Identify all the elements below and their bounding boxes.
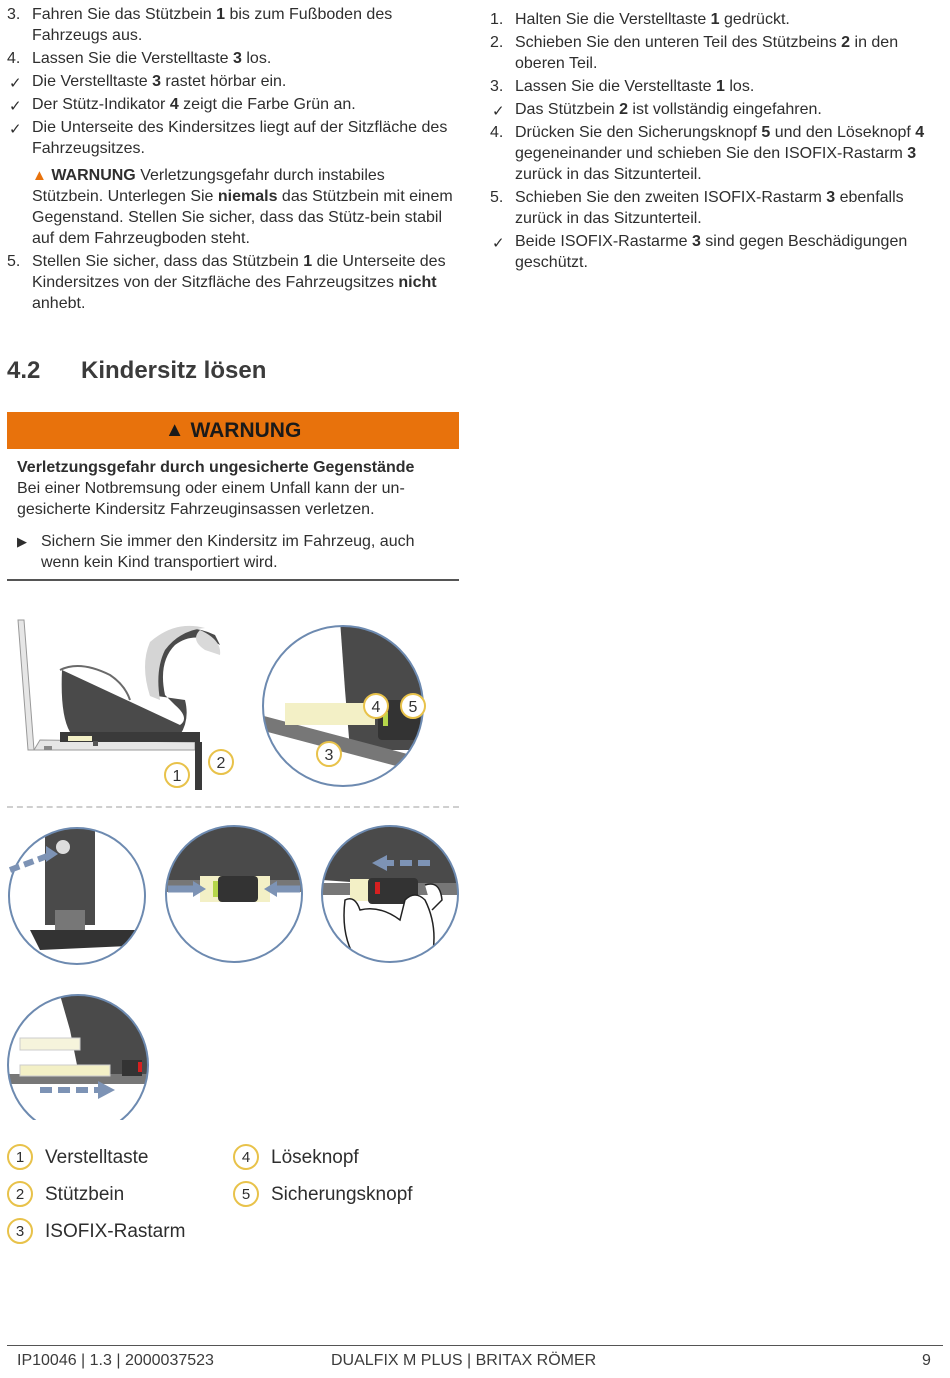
section-number: 4.2 [7, 357, 41, 384]
step-number: 4. [490, 124, 504, 141]
callout-4 [364, 694, 388, 718]
warning-action [17, 531, 449, 573]
step-4 [7, 48, 459, 69]
callout-1-label: 1 [172, 768, 182, 785]
step-text: Fahren Sie das Stützbein 1 bis zum Fußboden des Fahrzeugs aus. [32, 6, 393, 44]
step-text: Lassen Sie die Verstelltaste 3 los. [32, 50, 272, 67]
callout-5-label: 5 [408, 699, 418, 716]
result-text: Der Stütz-Indikator 4 zeigt die Farbe Grün an. [32, 96, 356, 113]
result-2 [7, 94, 459, 115]
step-4 [490, 122, 945, 185]
legend-item [7, 1218, 185, 1244]
legend-item [7, 1181, 124, 1207]
step-number: 5. [490, 189, 504, 206]
step-number: 1. [490, 11, 504, 28]
callout-1 [165, 763, 189, 787]
warning-header [7, 412, 459, 449]
step-5 [490, 187, 945, 229]
inline-warning [7, 165, 459, 249]
callout-2 [209, 750, 233, 774]
isofix-retracted-illustration [8, 995, 148, 1120]
step-text: Schieben Sie den unteren Teil des Stützbeins 2 in den oberen Teil. [515, 34, 899, 72]
step-number: 5. [7, 253, 21, 270]
callout-4-label: 4 [371, 699, 381, 716]
legend-item [233, 1144, 359, 1170]
result-text: Die Verstelltaste 3 rastet hörbar ein. [32, 73, 287, 90]
callout-3-label: 3 [324, 747, 334, 764]
page-number: 9 [922, 1352, 931, 1369]
step-number: 2. [490, 34, 504, 51]
legend-label: Löseknopf [271, 1146, 359, 1168]
section-title: Kindersitz lösen [81, 357, 267, 384]
footer-product: DUALFIX M PLUS | BRITAX RÖMER [331, 1352, 597, 1369]
checkmark-icon: ✓ [9, 98, 22, 115]
step-text: Halten Sie die Verstelltaste 1 gedrückt. [515, 11, 790, 28]
legend-item [233, 1181, 413, 1207]
step-1 [490, 9, 945, 30]
step-text: Schieben Sie den zweiten ISOFIX-Rastarm 3 ebenfalls zurück in das Sitzunterteil. [515, 189, 904, 227]
step-text: Stellen Sie sicher, dass das Stützbein 1 die Unterseite des Kindersitzes von der Sitzfläche des Fahrzeugsitzes nicht anhebt. [32, 253, 446, 312]
legend-number: 4 [233, 1144, 259, 1170]
play-arrow-icon: ▶ [17, 534, 27, 549]
warning-text: Bei einer Notbremsung oder einem Unfall kann der un-gesicherte Kindersitz Fahrzeuginsassen verletzen. [17, 480, 405, 518]
right-column [490, 4, 945, 275]
step-text: Drücken Sie den Sicherungsknopf 5 und den Löseknopf 4 gegeneinander und schieben Sie den ISOFIX-Rastarm 3 zurück in das Sitzunterteil. [515, 124, 925, 183]
illustrations [0, 600, 470, 1120]
warning-bottom-rule [7, 579, 459, 581]
step-5 [7, 251, 459, 314]
inline-warning-text: Verletzungsgefahr durch instabiles Stützbein. Unterlegen Sie niemals das Stützbein mit einem Gegenstand. Stellen Sie sicher, dass das Stütz-bein stabil auf dem Fahrzeugboden steht. [32, 167, 453, 247]
step-2 [490, 32, 945, 74]
legend-label: Verstelltaste [45, 1146, 149, 1168]
warning-body [7, 449, 459, 573]
callout-2-label: 2 [216, 755, 226, 772]
step-text: Lassen Sie die Verstelltaste 1 los. [515, 78, 755, 95]
legend-label: ISOFIX-Rastarm [45, 1220, 186, 1242]
legend-number: 2 [7, 1181, 33, 1207]
legend-item [7, 1144, 149, 1170]
step-number: 3. [490, 78, 504, 95]
step-3 [490, 76, 945, 97]
step-number: 4. [7, 50, 21, 67]
result-text: Beide ISOFIX-Rastarme 3 sind gegen Beschädigungen geschützt. [515, 233, 908, 271]
result-text: Die Unterseite des Kindersitzes liegt auf der Sitzfläche des Fahrzeugsitzes. [32, 119, 448, 157]
legend-number: 1 [7, 1144, 33, 1170]
checkmark-icon: ✓ [9, 75, 22, 92]
footer-rule [7, 1345, 943, 1346]
checkmark-icon: ✓ [492, 235, 505, 252]
inline-warning-label: WARNUNG [51, 167, 136, 184]
warning-action-text: Sichern Sie immer den Kindersitz im Fahrzeug, auch wenn kein Kind transportiert wird. [41, 533, 415, 571]
warning-triangle-icon: ▲ [164, 419, 185, 441]
legend-label: Sicherungsknopf [271, 1183, 413, 1205]
legend-number: 5 [233, 1181, 259, 1207]
checkmark-icon: ✓ [9, 121, 22, 138]
legend-number: 3 [7, 1218, 33, 1244]
warning-header-label: WARNUNG [190, 419, 302, 442]
warning-title: Verletzungsgefahr durch ungesicherte Gegenstände [17, 459, 415, 476]
result-2 [490, 231, 945, 273]
result-3 [7, 117, 459, 159]
step-3 [7, 4, 459, 46]
step-number: 3. [7, 6, 21, 23]
support-leg-release-illustration [5, 825, 155, 975]
isofix-squeeze-illustration [166, 826, 306, 966]
result-1 [490, 99, 945, 120]
result-1 [7, 71, 459, 92]
isofix-slide-back-illustration [322, 826, 462, 966]
warning-box [7, 412, 459, 573]
footer-document-id: IP10046 | 1.3 | 2000037523 [17, 1352, 214, 1369]
illustration-divider [7, 806, 459, 808]
result-text: Das Stützbein 2 ist vollständig eingefahren. [515, 101, 822, 118]
checkmark-icon: ✓ [492, 103, 505, 120]
legend-label: Stützbein [45, 1183, 125, 1205]
section-heading [7, 356, 266, 386]
callout-5 [401, 694, 425, 718]
warning-triangle-icon: ▲ [32, 167, 47, 184]
seat-side-illustration [18, 620, 220, 790]
left-column [7, 4, 459, 316]
callout-3 [317, 742, 341, 766]
